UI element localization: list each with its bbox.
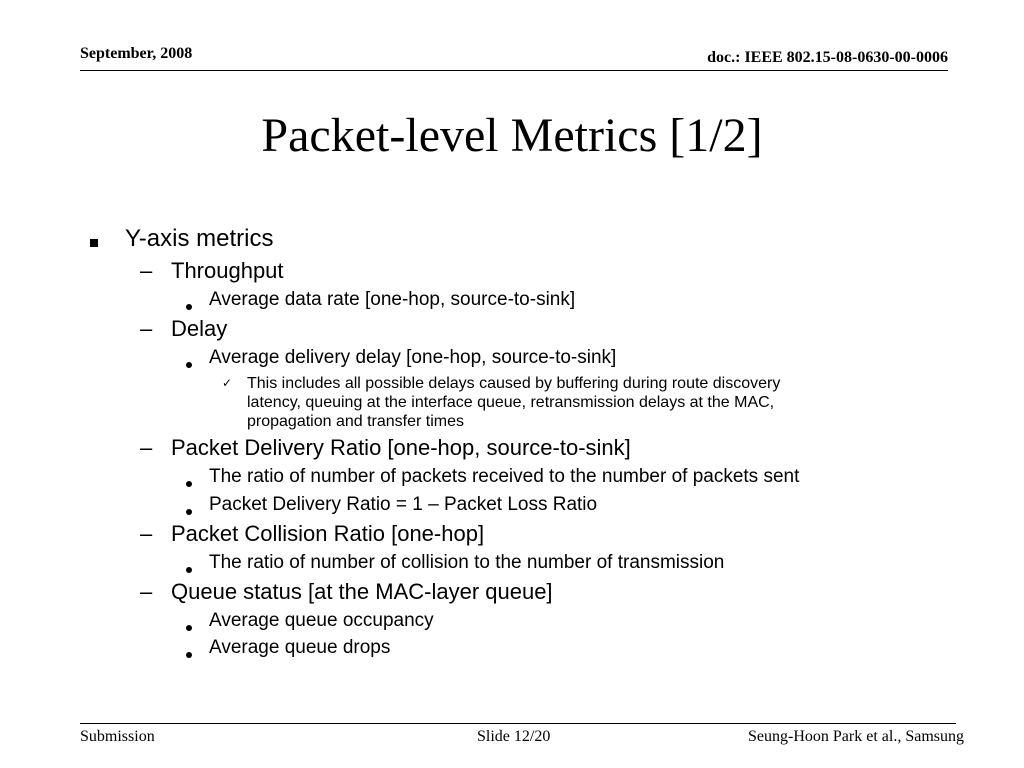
bullet-pdr-equation: Packet Delivery Ratio = 1 – Packet Loss Ratio [209, 494, 598, 515]
bullet-delay-note-line-2: latency, queuing at the interface queue, retransmission delays at the MAC, [247, 394, 775, 411]
bullet-delay-note-line-1: This includes all possible delays caused by buffering during route discovery [247, 375, 781, 392]
bullet-packet-delivery-ratio: Packet Delivery Ratio [one-hop, source-to-sink] [171, 435, 631, 460]
bullet-queue-status: Queue status [at the MAC-layer queue] [171, 579, 553, 604]
checkmark-icon: ✓ [222, 376, 233, 390]
bullet-delay: Delay [171, 316, 228, 341]
square-bullet-icon [90, 234, 98, 252]
header-document-id: doc.: IEEE 802.15-08-0630-00-0006 [707, 49, 948, 66]
footer-submission: Submission [80, 728, 155, 745]
dot-bullet-icon [186, 297, 192, 315]
dot-bullet-icon [186, 355, 192, 373]
header-date: September, 2008 [80, 45, 193, 62]
bullet-queue-drops: Average queue drops [209, 637, 391, 658]
dot-bullet-icon [186, 645, 192, 663]
footer-divider [80, 723, 956, 724]
dot-bullet-icon [186, 502, 192, 520]
dash-bullet: – [140, 579, 153, 604]
slide-title: Packet-level Metrics [1/2] [261, 109, 763, 162]
bullet-delay-note-line-3: propagation and transfer times [247, 413, 465, 430]
footer-slide-number: Slide 12/20 [477, 728, 551, 745]
dash-bullet: – [140, 258, 153, 283]
dash-bullet: – [140, 521, 153, 546]
bullet-delay-average: Average delivery delay [one-hop, source-to-sink] [209, 347, 617, 368]
dot-bullet-icon [186, 474, 192, 492]
dash-bullet: – [140, 435, 153, 460]
dash-bullet: – [140, 316, 153, 341]
bullet-throughput: Throughput [171, 258, 284, 283]
bullet-yaxis-metrics: Y-axis metrics [125, 225, 274, 252]
bullet-throughput-average: Average data rate [one-hop, source-to-sink] [209, 289, 576, 310]
dot-bullet-icon [186, 560, 192, 578]
bullet-pcr-definition: The ratio of number of collision to the number of transmission [209, 552, 725, 573]
footer-author: Seung-Hoon Park et al., Samsung [748, 728, 964, 745]
bullet-queue-occupancy: Average queue occupancy [209, 610, 434, 631]
bullet-pdr-definition: The ratio of number of packets received to the number of packets sent [209, 466, 800, 487]
bullet-packet-collision-ratio: Packet Collision Ratio [one-hop] [171, 521, 485, 546]
dot-bullet-icon [186, 618, 192, 636]
